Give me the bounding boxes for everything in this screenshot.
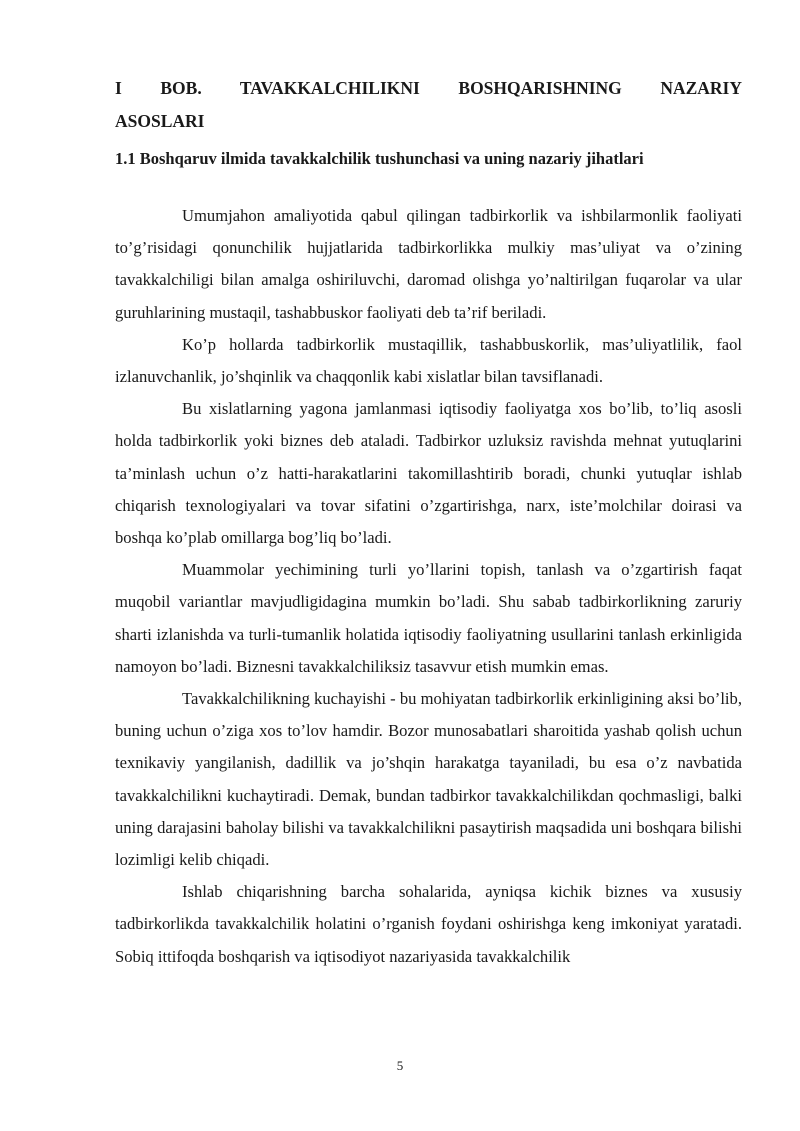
section-title: 1.1 Boshqaruv ilmida tavakkalchilik tushunchasi va uning nazariy jihatlari — [115, 149, 644, 168]
chapter-title — [115, 72, 742, 138]
paragraph-3: Bu xislatlarning yagona jamlanmasi iqtisodiy faoliyatga xos bo’lib, to’liq asosli holda tadbirkorlik yoki biznes deb ataladi. Tadbirkor uzluksiz ravishda mehnat yutuqlarini ta’minlash uchun o’z hatti-harakatlarini takomillashtirib boradi, chunki yutuqlar ishlab chiqarish texnologiyalari va tovar sifatini o’zgartirishga, narx, iste’molchilar doirasi va boshqa ko’plab omillarga bog’liq bo’ladi. — [115, 399, 742, 548]
paragraph-6: Ishlab chiqarishning barcha sohalarida, ayniqsa kichik biznes va xususiy tadbirkorlikda tavakkalchilik holatini o’rganish foydani oshirishga keng imkoniyat yaratadi. Sobiq ittifoqda boshqarish va iqtisodiyot nazariyasida tavakkalchilik — [115, 882, 742, 966]
chapter-title-line-2: ASOSLARI — [115, 111, 205, 131]
paragraph-5: Tavakkalchilikning kuchayishi - bu mohiyatan tadbirkorlik erkinligining aksi bo’lib, buning uchun o’ziga xos to’lov hamdir. Bozor munosabatlari sharoitida yashab qolish uchun texnikaviy yangilanish, dadillik va jo’shqin harakatga tayaniladi, bu esa o’z navbatida tavakkalchilikni kuchaytiradi. Demak, bundan tadbirkor tavakkalchilikdan qochmasligi, balki uning darajasini baholay bilishi va tavakkalchilikni pasaytirish maqsadida uni boshqara bilishi lozimligi kelib chiqadi. — [115, 689, 742, 870]
page-number: 5 — [396, 1058, 404, 1073]
body-text — [115, 200, 742, 973]
paragraph-1: Umumjahon amaliyotida qabul qilingan tadbirkorlik va ishbilarmonlik faoliyati to’g’risidagi qonunchilik hujjatlarida tadbirkorlikka mulkiy mas’uliyat va o’zining tavakkalchiligi bilan amalga oshiriluvchi, daromad olishga yo’naltirilgan fuqarolar va ular guruhlarining mustaqil, tashabbuskor faoliyati deb ta’rif beriladi. — [115, 206, 742, 322]
document-page — [115, 72, 742, 973]
chapter-title-line-1: I BOB. TAVAKKALCHILIKNI BOSHQARISHNING NAZARIY — [115, 78, 742, 98]
paragraph-4: Muammolar yechimining turli yo’llarini topish, tanlash va o’zgartirish faqat muqobil variantlar mavjudligidagina mumkin bo’ladi. Shu sabab tadbirkorlikning zaruriy sharti izlanishda va turli-tumanlik holatida iqtisodiy faoliyatning usullarini tanlash erkinligida namoyon bo’ladi. Biznesni tavakkalchiliksiz tasavvur etish mumkin emas. — [115, 560, 742, 676]
paragraph-2: Ko’p hollarda tadbirkorlik mustaqillik, tashabbuskorlik, mas’uliyatlilik, faol izlanuvchanlik, jo’shqinlik va chaqqonlik kabi xislatlar bilan tavsiflanadi. — [115, 334, 742, 387]
